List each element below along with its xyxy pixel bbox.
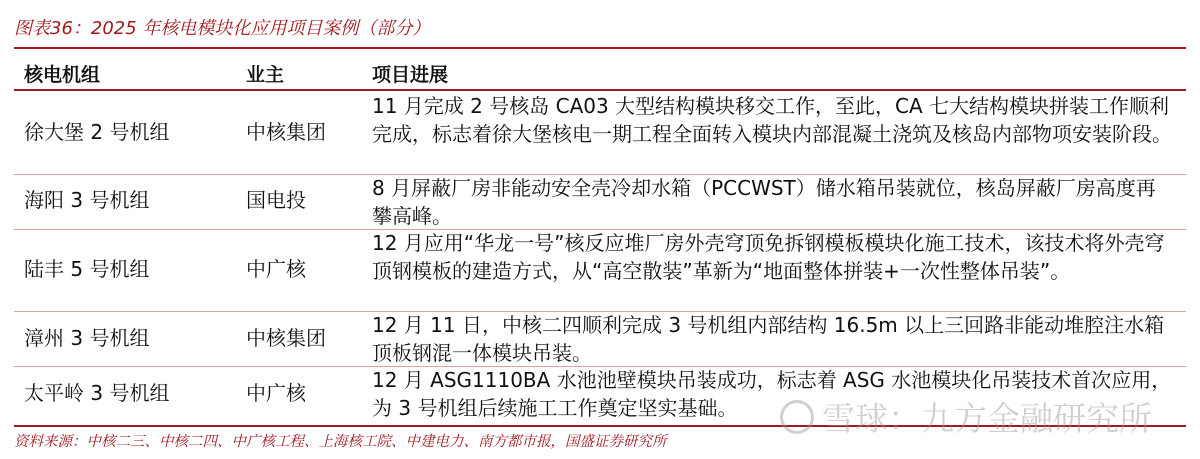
row-unit: 陆丰 5 号机组 [24,257,150,281]
row-progress: 12 月 ASG1110BA 水池池壁模块吊装成功，标志着 ASG 水池模块化吊装技术首次应用，为 3 号机组后续施工工作奠定坚实基础。 [372,368,1172,420]
header-unit: 核电机组 [24,64,101,86]
top-rule [14,47,1186,49]
row-progress: 12 月 11 日，中核二四顺利完成 3 号机组内部结构 16.5m 以上三回路非能动堆腔注水箱顶板钢混一体模块吊装。 [372,313,1165,365]
row-owner: 中核集团 [246,120,326,144]
header-owner: 业主 [246,64,285,86]
header-rule [14,89,1186,91]
row-owner: 中核集团 [246,326,326,350]
row-unit: 太平岭 3 号机组 [24,381,170,405]
watermark-text: 雪球：九方金融研究所 [822,399,1152,438]
row-owner: 国电投 [246,188,306,212]
source-note: 资料来源：中核二三、中核二四、中广核工程、上海核工院、中建电力、南方都市报，国盛证券研究所 [14,434,667,450]
row-progress: 8 月屏蔽厂房非能动安全壳冷却水箱（PCCWST）储水箱吊装就位，核岛屏蔽厂房高度再攀高峰。 [372,176,1156,228]
snowball-logo-icon [780,400,814,434]
row-owner: 中广核 [246,257,306,281]
row-unit: 漳州 3 号机组 [24,326,150,350]
row-unit: 海阳 3 号机组 [24,188,150,212]
row-unit: 徐大堡 2 号机组 [24,120,170,144]
caption: 图表36：2025 年核电模块化应用项目案例（部分） [14,18,431,39]
watermark [780,393,1152,440]
row-progress: 12 月应用“华龙一号”核反应堆厂房外壳穹顶免拆钢模板模块化施工技术，该技术将外壳穹顶钢模板的建造方式，从“高空散装”革新为“地面整体拼装+一次性整体吊装”。 [372,231,1165,283]
header-progress: 项目进展 [372,64,449,86]
row-owner: 中广核 [246,381,306,405]
row-progress: 11 月完成 2 号核岛 CA03 大型结构模块移交工作，至此，CA 七大结构模块拼装工作顺利完成，标志着徐大堡核电一期工程全面转入模块内部混凝土浇筑及核岛内部物项安装阶段。 [372,94,1172,146]
